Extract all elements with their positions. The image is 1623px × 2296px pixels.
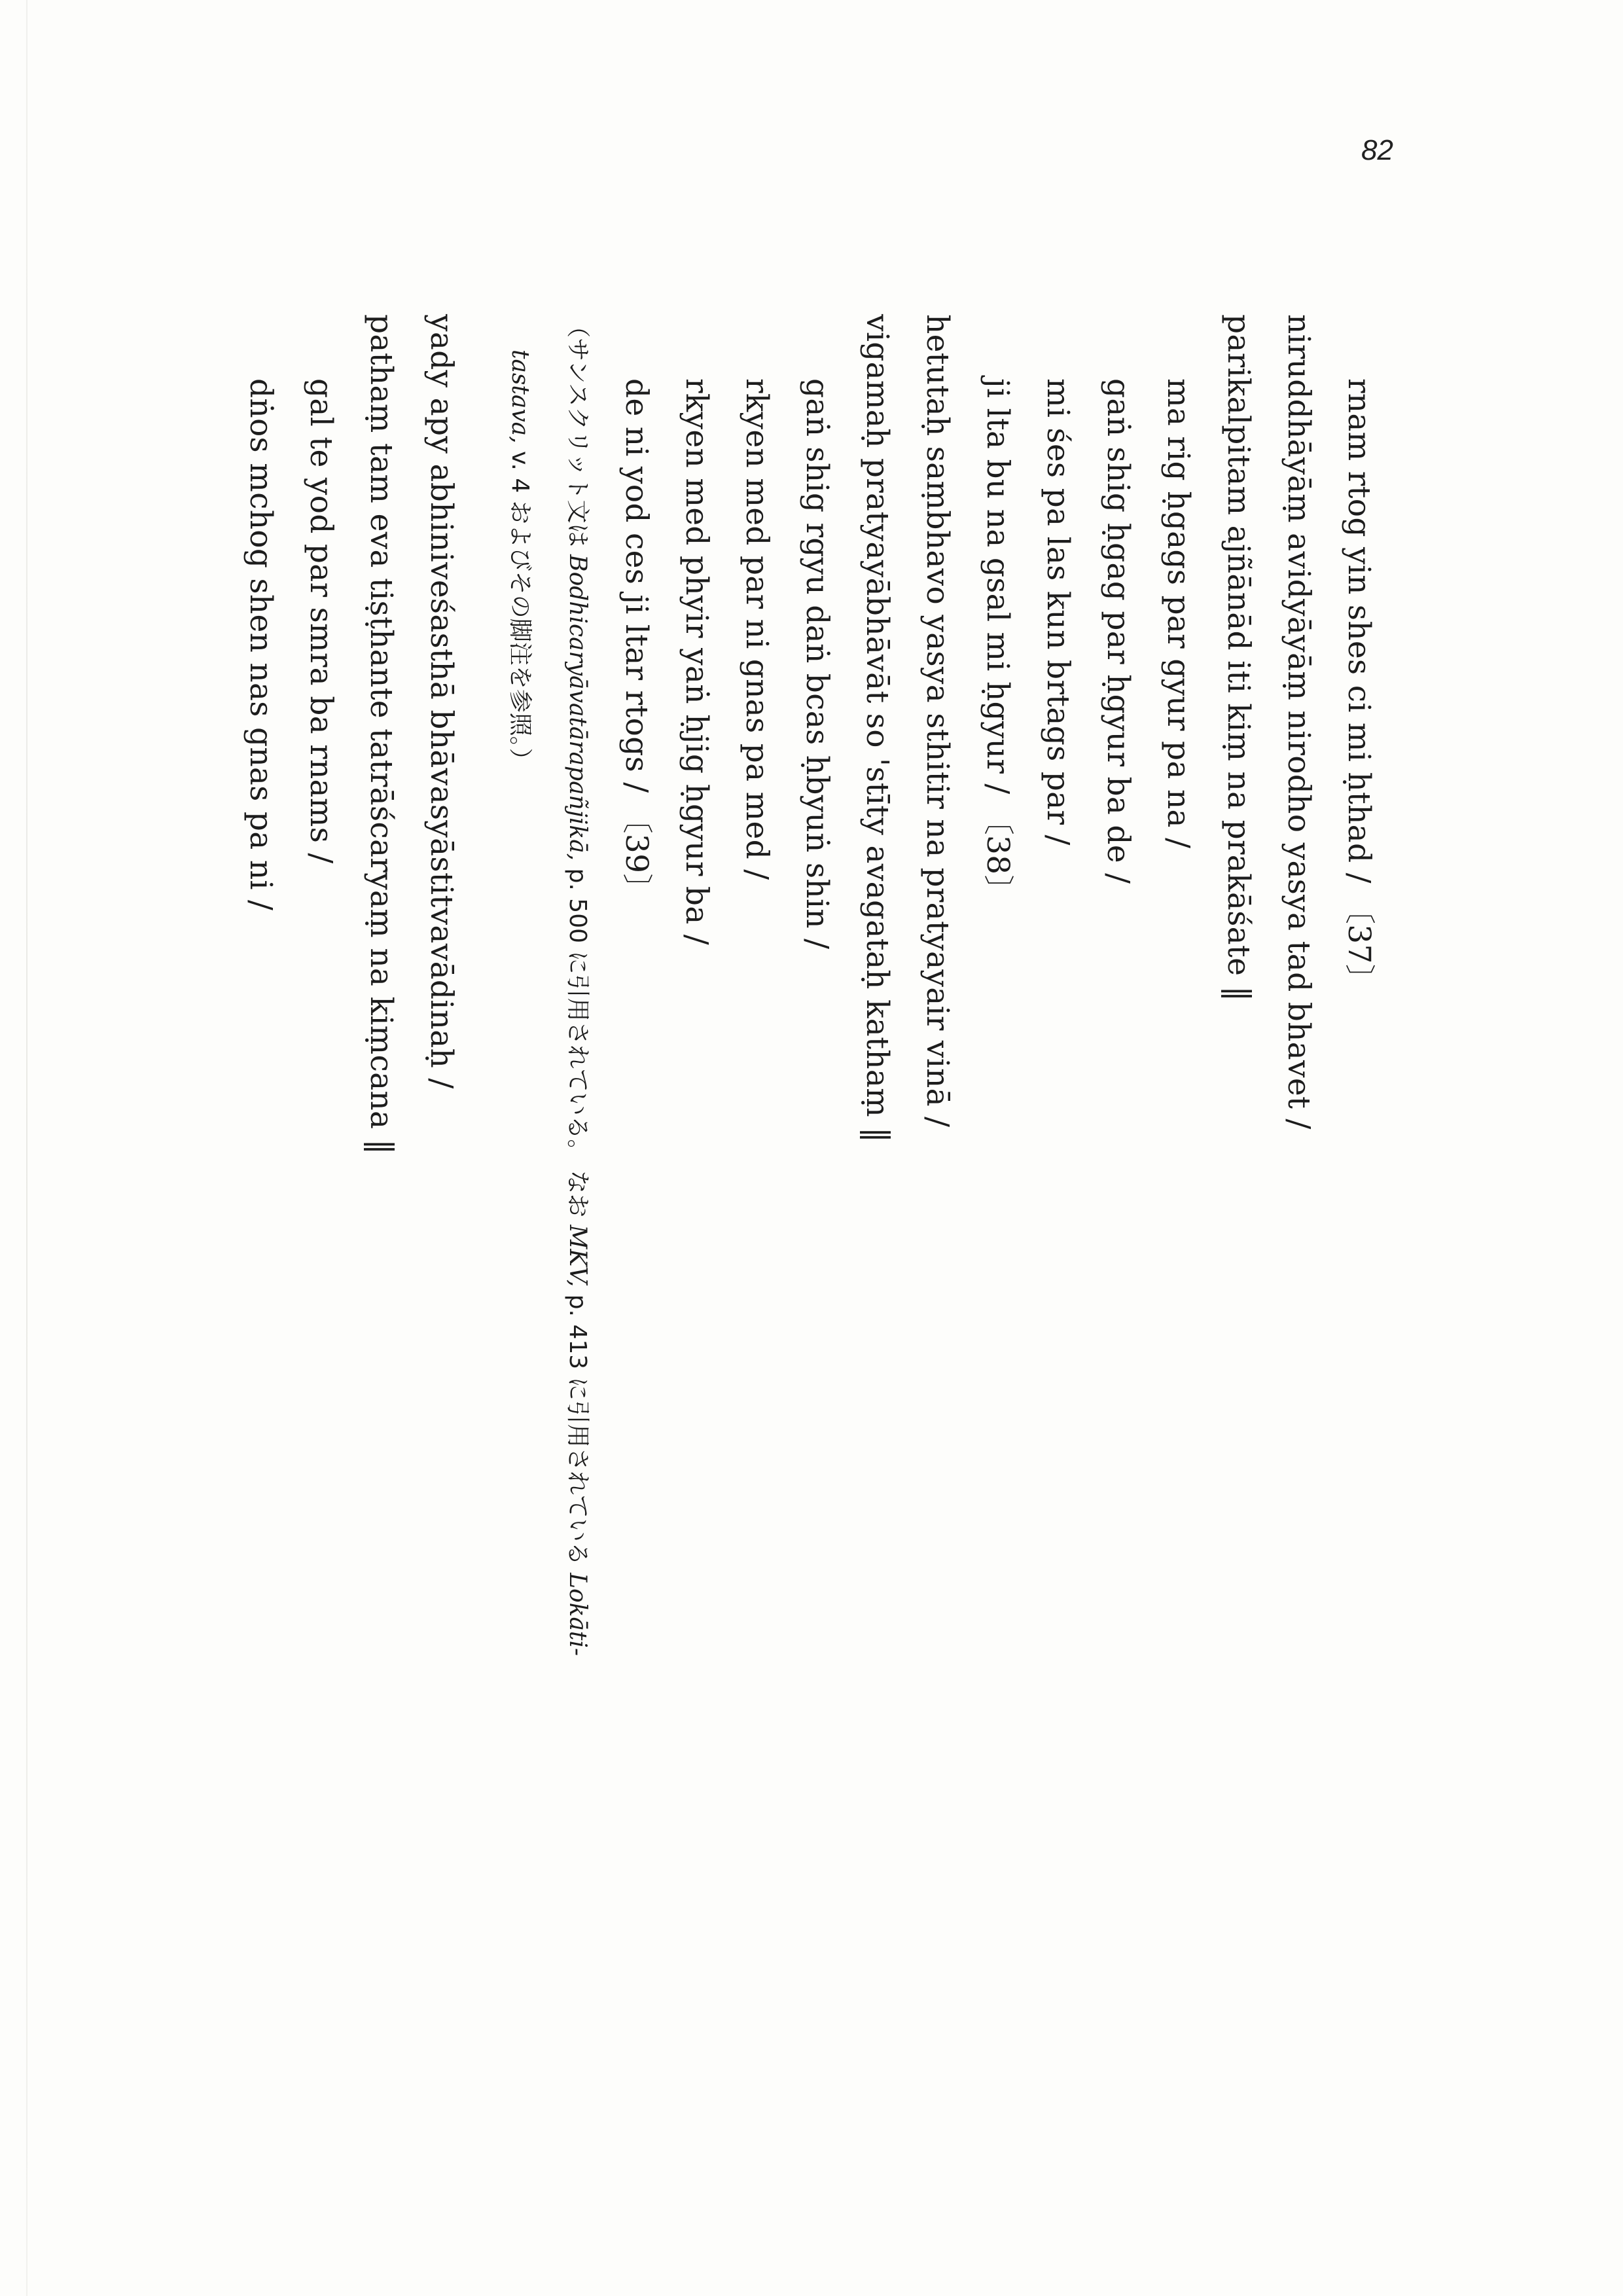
note-title: MKV, bbox=[564, 1225, 591, 1287]
note-title: Lokāti- bbox=[564, 1573, 591, 1657]
verse-line: de ni yod ces ji ltar rtogs / 〔39〕 bbox=[618, 378, 654, 905]
verse-line: pathaṃ tam eva tiṣṭhante tatrāścaryaṃ na kiṃcana ‖ bbox=[363, 314, 399, 1155]
verse-line: rkyen med par ni gnas pa med / bbox=[739, 378, 775, 880]
verse-line: parikalpitam ajñānād iti kiṃ na prakāśate ‖ bbox=[1221, 314, 1257, 1002]
note-title: Bodhicaryāvatārapañjikā, bbox=[564, 554, 591, 861]
footnote-line-2 bbox=[491, 314, 548, 2278]
footnote-line-1 bbox=[548, 314, 606, 2278]
page-number: 82 bbox=[1361, 134, 1393, 166]
verse-line: vigamaḥ pratyayābhāvāt so 'stīty avagataḥ kathaṃ ‖ bbox=[859, 314, 895, 1143]
verse-line: gal te yod par smra ba rnams / bbox=[303, 378, 339, 864]
verse-line: mi śes pa las kun brtags par / bbox=[1040, 378, 1076, 846]
verse-line: rkyen med phyir yaṅ ḥjig ḥgyur ba / bbox=[679, 378, 715, 945]
verse-line: yady apy abhiniveśasthā bhāvasyāstitvavādinaḥ / bbox=[423, 314, 459, 1089]
scan-gutter bbox=[26, 0, 27, 2296]
note-text: （サンスクリット文は bbox=[564, 314, 591, 555]
rotated-text-block bbox=[230, 314, 1389, 2278]
verse-line: ma rig ḥgags par gyur pa na / bbox=[1160, 378, 1196, 849]
note-text: v. 4 およびその脚注を参照。） bbox=[507, 443, 533, 772]
verse-line: rnam rtog yin shes ci mi ḥthad / 〔37〕 bbox=[1341, 378, 1377, 995]
verse-line: hetutaḥ saṃbhavo yasya sthitir na pratyayair vinā / bbox=[919, 314, 955, 1128]
verse-line: gaṅ shig ḥgag par ḥgyur ba de / bbox=[1100, 378, 1136, 884]
verse-line: ji lta bu na gsal mi ḥgyur / 〔38〕 bbox=[980, 378, 1016, 906]
verse-line: niruddhāyāṃ avidyāyāṃ nirodho yasya tad bhavet / bbox=[1281, 314, 1317, 1130]
note-text: p. 413 に引用されている bbox=[564, 1287, 591, 1573]
note-title: tastava, bbox=[507, 350, 533, 444]
verse-line: gaṅ shig rgyu daṅ bcas ḥbyuṅ shin / bbox=[799, 378, 835, 950]
verse-line: dṅos mchog shen nas gnas pa ni / bbox=[243, 378, 279, 911]
note-text: p. 500 に引用されている。 なお bbox=[564, 861, 591, 1225]
